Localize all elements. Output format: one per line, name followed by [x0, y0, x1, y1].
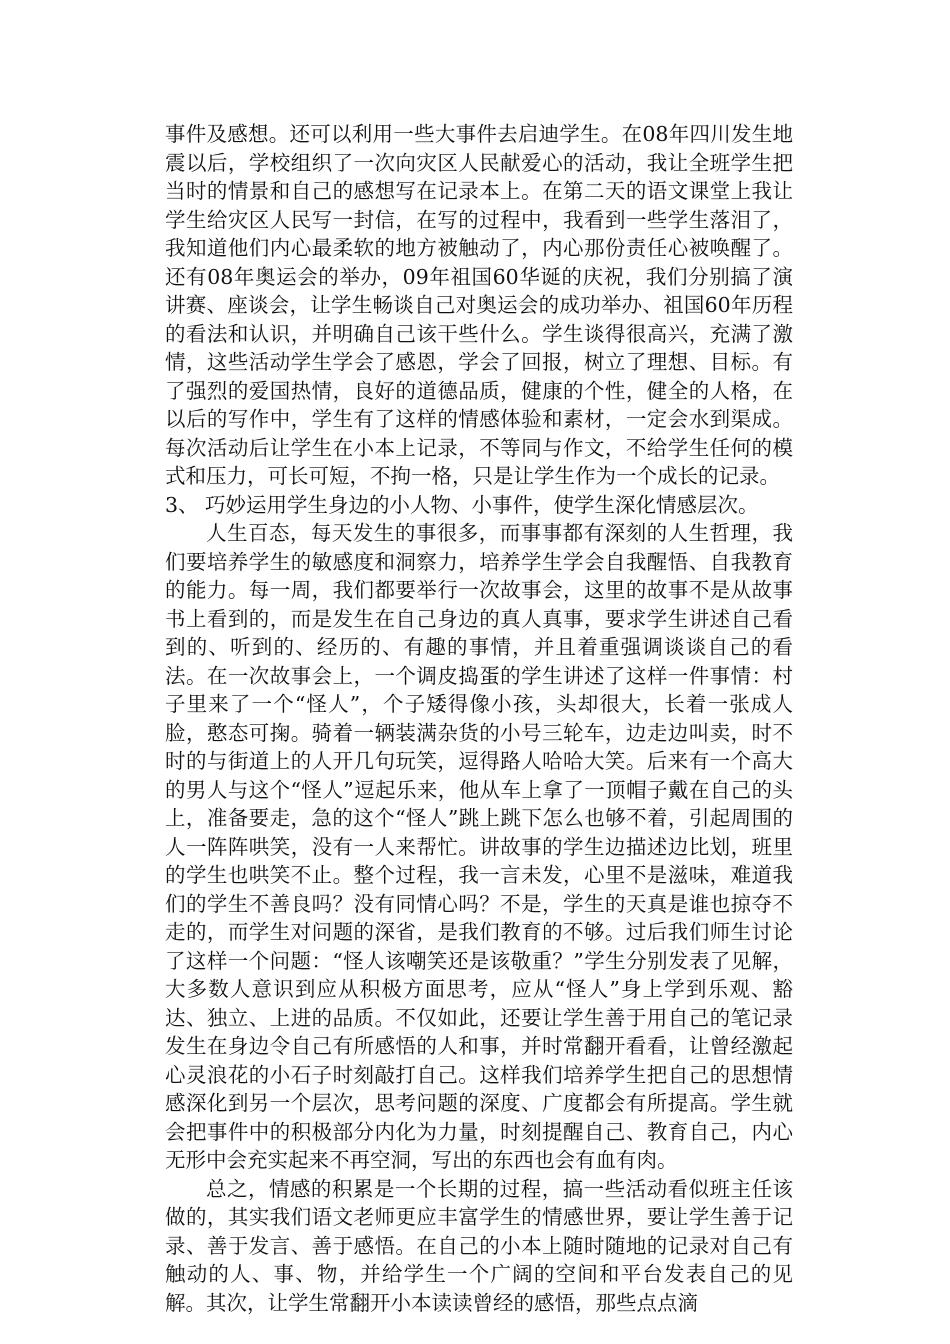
section-heading-3: 3、 巧妙运用学生身边的小人物、小事件，使学生深化情感层次。 — [165, 492, 759, 517]
paragraph-story-meeting: 人生百态，每天发生的事很多，而事事都有深刻的人生哲理，我们要培养学生的敏感度和洞察力，培养学生学会自我醒悟、自我教育的能力。每一周，我们都要举行一次故事会，这里的故事不是从故事书上看到的，而是发生在自己身边的真人真事，要求学生讲述自己看到的、听到的、经历的、有趣的事情，并且着重强调谈谈自己的看法。在一次故事会上，一个调皮捣蛋的学生讲述了这样一件事情：村子里来了一个“怪人”，个子矮得像小孩，头却很大，长着一张成人脸，憨态可掬。骑着一辆装满杂货的小号三轮车，边走边叫卖，时不时的与街道上的人开几句玩笑，逗得路人哈哈大笑。后来有一个高大的男人与这个“怪人”逗起乐来，他从车上拿了一顶帽子戴在自己的头上，准备要走，急的这个“怪人”跳上跳下怎么也够不着，引起周围的人一阵阵哄笑，没有一人来帮忙。讲故事的学生边描述边比划，班里的学生也哄笑不止。整个过程，我一言未发，心里不是滋味，难道我们的学生不善良吗？没有同情心吗？不是，学生的天真是谁也掠夺不走的，而学生对问题的深省，是我们教育的不够。过后我们师生讨论了这样一个问题：“怪人该嘲笑还是该敬重？”学生分别发表了见解，大多数人意识到应从积极方面思考，应从“怪人”身上学到乐观、豁达、独立、上进的品质。不仅如此，还要让学生善于用自己的笔记录发生在身边令自己有所感悟的人和事，并时常翻开看看，让曾经激起心灵浪花的小石子时刻敲打自己。这样我们培养学生把自己的思想情感深化到另一个层次，思考问题的深度、广度都会有所提高。学生就会把事件中的积极部分内化为力量，时刻提醒自己、教育自己，内心无形中会充实起来不再空洞，写出的东西也会有血有肉。 — [165, 521, 793, 1172]
document-page — [165, 120, 793, 1317]
paragraph-olympics-events: 事件及感想。还可以利用一些大事件去启迪学生。在08年四川发生地震以后，学校组织了一次向灾区人民献爱心的活动，我让全班学生把当时的情景和自己的感想写在记录本上。在第二天的语文课堂上我让学生给灾区人民写一封信，在写的过程中，我看到一些学生落泪了，我知道他们内心最柔软的地方被触动了，内心那份责任心被唤醒了。还有08年奥运会的举办，09年祖国60华诞的庆祝，我们分别搞了演讲赛、座谈会，让学生畅谈自己对奥运会的成功举办、祖国60年历程的看法和认识，并明确自己该干些什么。学生谈得很高兴，充满了激情，这些活动学生学会了感恩，学会了回报，树立了理想、目标。有了强烈的爱国热情，良好的道德品质，健康的个性，健全的人格，在以后的写作中，学生有了这样的情感体验和素材，一定会水到渠成。每次活动后让学生在小本上记录，不等同与作文，不给学生任何的模式和压力，可长可短，不拘一格，只是让学生作为一个成长的记录。 — [165, 122, 793, 488]
paragraph-summary: 总之，情感的积累是一个长期的过程，搞一些活动看似班主任该做的，其实我们语文老师更应丰富学生的情感世界，要让学生善于记录、善于发言、善于感悟。在自己的小本上随时随地的记录对自己有触动的人、事、物，并给学生一个广阔的空间和平台发表自己的见解。其次，让学生常翻开小本读读曾经的感悟，那些点点滴 — [165, 1176, 793, 1315]
